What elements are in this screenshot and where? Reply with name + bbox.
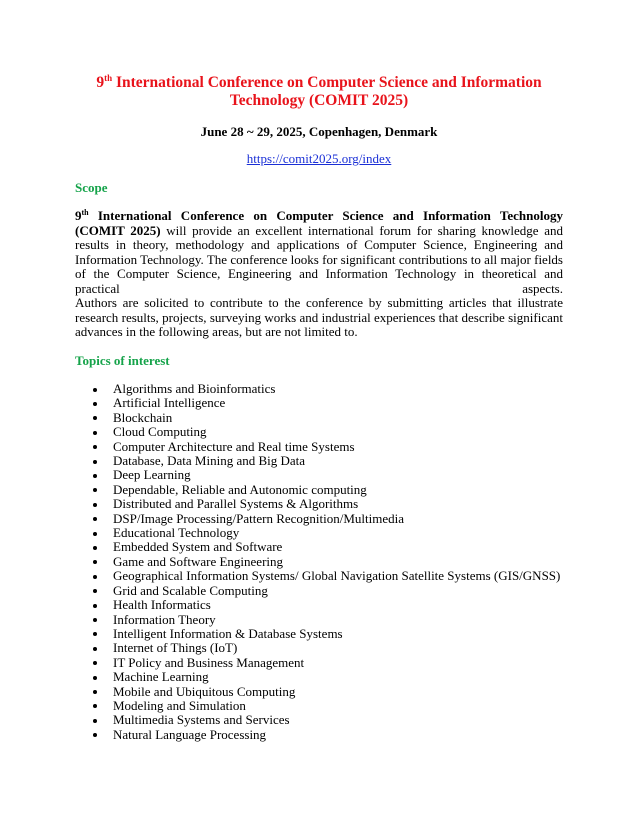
topic-label: DSP/Image Processing/Pattern Recognition/Multimedia (113, 510, 405, 526)
topic-label: Grid and Scalable Computing (113, 582, 268, 598)
topics-list (93, 382, 560, 742)
bullet-icon (93, 560, 97, 564)
topic-label: Artificial Intelligence (113, 395, 226, 411)
topic-list-item (93, 627, 560, 641)
topic-label: Educational Technology (113, 525, 240, 541)
topic-list-item (93, 641, 560, 655)
bullet-icon (93, 604, 97, 608)
topic-label: Mobile and Ubiquitous Computing (113, 683, 296, 699)
topic-list-item (93, 440, 560, 454)
bullet-icon (93, 488, 97, 492)
bullet-icon (93, 546, 97, 550)
topic-list-item (93, 497, 560, 511)
topic-list-item (93, 411, 560, 425)
topic-label: Distributed and Parallel Systems & Algorithms (113, 496, 359, 512)
bullet-icon (93, 532, 97, 536)
conference-dates-location: June 28 ~ 29, 2025, Copenhagen, Denmark (200, 124, 438, 139)
conference-title (60, 74, 578, 110)
bullet-icon (93, 402, 97, 406)
topic-label: Health Informatics (113, 597, 211, 613)
bullet-icon (93, 632, 97, 636)
topic-label: Natural Language Processing (113, 726, 267, 742)
topic-label: Internet of Things (IoT) (113, 640, 238, 656)
bullet-icon (93, 517, 97, 521)
scope-body-text: will provide an excellent international forum for sharing knowledge and results in theory, methodology and applications of Computer Science, Engineering and Information Technology. The conference looks for significant contributions to all major fields of the Computer Science, Engineering and Information Technology in theoretical and practical aspects. (75, 222, 563, 296)
topic-list-item (93, 396, 560, 410)
topic-list-item (93, 454, 560, 468)
topic-label: Multimedia Systems and Services (113, 712, 290, 728)
topic-label: Modeling and Simulation (113, 697, 246, 713)
topic-list-item (93, 685, 560, 699)
topic-list-item (93, 569, 560, 583)
scope-paragraph-2: Authors are solicited to contribute to the conference by submitting articles that illustrate research results, projects, surveying works and industrial experiences that describe significant advances in the following areas, but are not limited to. (75, 295, 563, 339)
topic-list-item (93, 613, 560, 627)
topic-label: Cloud Computing (113, 424, 207, 440)
bullet-icon (93, 575, 97, 579)
bullet-icon (93, 661, 97, 665)
topic-label: Deep Learning (113, 467, 191, 483)
topic-list-item (93, 670, 560, 684)
topic-label: Game and Software Engineering (113, 553, 284, 569)
bullet-icon (93, 445, 97, 449)
topic-label: Embedded System and Software (113, 539, 283, 555)
bullet-icon (93, 618, 97, 622)
bullet-icon (93, 589, 97, 593)
topic-label: Machine Learning (113, 669, 209, 685)
bullet-icon (93, 704, 97, 708)
topic-label: Dependable, Reliable and Autonomic computing (113, 481, 367, 497)
topic-label: Intelligent Information & Database Systems (113, 625, 343, 641)
topic-list-item (93, 425, 560, 439)
scope-bold-text: International Conference on Computer Science and Information Technology (COMIT 2025) (75, 208, 563, 238)
bullet-icon (93, 460, 97, 464)
topic-list-item (93, 656, 560, 670)
topic-list-item (93, 468, 560, 482)
topic-label: Blockchain (113, 409, 173, 425)
conference-url-link[interactable]: https://comit2025.org/index (246, 151, 392, 166)
topic-label: Algorithms and Bioinformatics (113, 381, 276, 396)
bullet-icon (93, 733, 97, 737)
topic-list-item (93, 713, 560, 727)
topic-list-item (93, 512, 560, 526)
topic-list-item (93, 728, 560, 742)
title-ordinal-suffix: th (104, 73, 113, 83)
topic-list-item (93, 555, 560, 569)
scope-ordinal-number: 9 (75, 208, 82, 223)
topic-list-item (93, 526, 560, 540)
topic-label: Database, Data Mining and Big Data (113, 453, 306, 469)
bullet-icon (93, 690, 97, 694)
topic-label: Geographical Information Systems/ Global Navigation Satellite Systems (GIS/GNSS) (113, 568, 561, 584)
topic-label: IT Policy and Business Management (113, 654, 305, 670)
topic-list-item (93, 699, 560, 713)
title-ordinal-number: 9 (96, 74, 105, 91)
topic-list-item (93, 540, 560, 554)
topic-list-item (93, 483, 560, 497)
topic-list-item (93, 584, 560, 598)
topics-heading: Topics of interest (75, 353, 170, 368)
scope-paragraph-1 (75, 209, 563, 296)
bullet-icon (93, 474, 97, 478)
scope-ordinal-suffix: th (81, 208, 89, 217)
topic-label: Computer Architecture and Real time Systems (113, 438, 355, 454)
bullet-icon (93, 719, 97, 723)
bullet-icon (93, 388, 97, 392)
topic-label: Information Theory (113, 611, 216, 627)
bullet-icon (93, 503, 97, 507)
scope-heading: Scope (75, 180, 108, 195)
topic-list-item (93, 382, 560, 396)
topic-list-item (93, 598, 560, 612)
bullet-icon (93, 431, 97, 435)
title-line1-text: International Conference on Computer Science and Information (112, 74, 542, 91)
bullet-icon (93, 416, 97, 420)
title-line2-text: Technology (COMIT 2025) (229, 92, 409, 109)
bullet-icon (93, 647, 97, 651)
bullet-icon (93, 676, 97, 680)
